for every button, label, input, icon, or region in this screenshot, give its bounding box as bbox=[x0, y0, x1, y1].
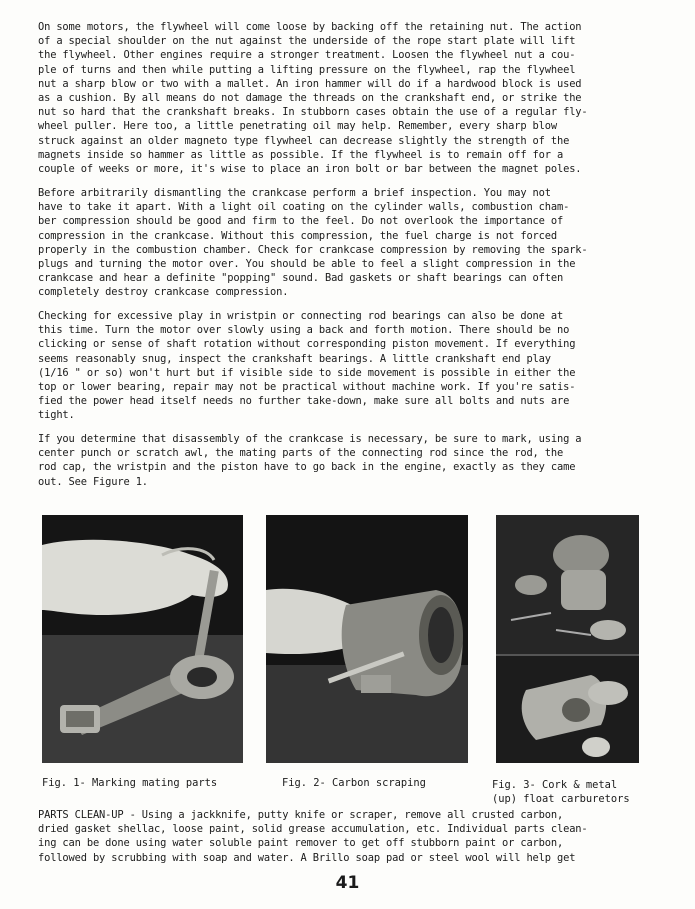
figure-3-caption: Fig. 3- Cork & metal (up) float carburetors bbox=[492, 779, 630, 805]
page-number: 41 bbox=[335, 873, 360, 893]
paragraph-bearing-check: Checking for excessive play in wristpin or connecting rod bearings can also be done at this time. Turn the motor over slowly using a back and forth motion. There should be no clicking or sense of shaft rotation without corresponding piston movement. If everything seems reasonably snug, inspect the crankshaft bearings. A little crankshaft end play (1/16 " or so) won't hurt but if visible side to side movement is possible in either the top or lower bearing, repair may not be practical without machine work. If you're satis- fied the power head itself needs no further take-down, make sure all bolts and nuts are tight. bbox=[38, 310, 576, 422]
paragraph-flywheel-removal: On some motors, the flywheel will come loose by backing off the retaining nut. The action of a special shoulder on the nut against the underside of the rope start plate will lift the flywheel. Other engines require a stronger treatment. Loosen the flywheel nut a cou- ple of turns and then while putting a lifting pressure on the flywheel, rap the flywheel nut a sharp blow or two with a mallet. An iron hammer will do if a hardwood block is used as a cushion. By all means do not damage the threads on the crankshaft end, or strike the nut so hard that the crankshaft breaks. In stubborn cases obtain the use of a regular fly- wheel puller. Here too, a little penetrating oil may help. Remember, every sharp blow struck against an older magneto type flywheel can decrease slightly the strength of the magnets inside so hammer as little as possible. If the flywheel is to remain off for a couple of weeks or more, it's wise to place an iron bolt or bar between the magnet poles. bbox=[38, 21, 588, 176]
paragraph-disassembly: If you determine that disassembly of the crankcase is necessary, be sure to mark, using a center punch or scratch awl, the mating parts of the connecting rod since the rod, the rod cap, the wristpin and the piston have to go back in the engine, exactly as they came out. See Figure 1. bbox=[38, 433, 582, 488]
figure-2-caption: Fig. 2- Carbon scraping bbox=[282, 777, 426, 789]
paragraph-crankcase-inspection: Before arbitrarily dismantling the crankcase perform a brief inspection. You may not have to take it apart. With a light oil coating on the cylinder walls, combustion cham- ber compression should be good and firm to the feel. Do not overlook the importance of compression in the crankcase. Without this compression, the fuel charge is not forced properly in the combustion chamber. Check for crankcase compression by removing the spark- plugs and turning the motor over. You should be able to feel a slight compression in the crankcase and hear a definite "popping" sound. Bad gaskets or shaft bearings can often completely destroy crankcase compression. bbox=[38, 187, 588, 299]
figure-2-photo bbox=[266, 515, 468, 763]
figure-1-photo bbox=[42, 515, 243, 763]
figure-1-caption: Fig. 1- Marking mating parts bbox=[42, 777, 218, 789]
paragraph-parts-cleanup: PARTS CLEAN-UP - Using a jackknife, putty knife or scraper, remove all crusted carbon, dried gasket shellac, loose paint, solid grease accumulation, etc. Individual parts clean- ing can be done using water soluble paint remover to get off stubborn paint or carbon, followed by scrubbing with soap and water. A Brillo soap pad or steel wool will help get bbox=[38, 809, 588, 864]
figure-3-photo bbox=[496, 515, 639, 763]
